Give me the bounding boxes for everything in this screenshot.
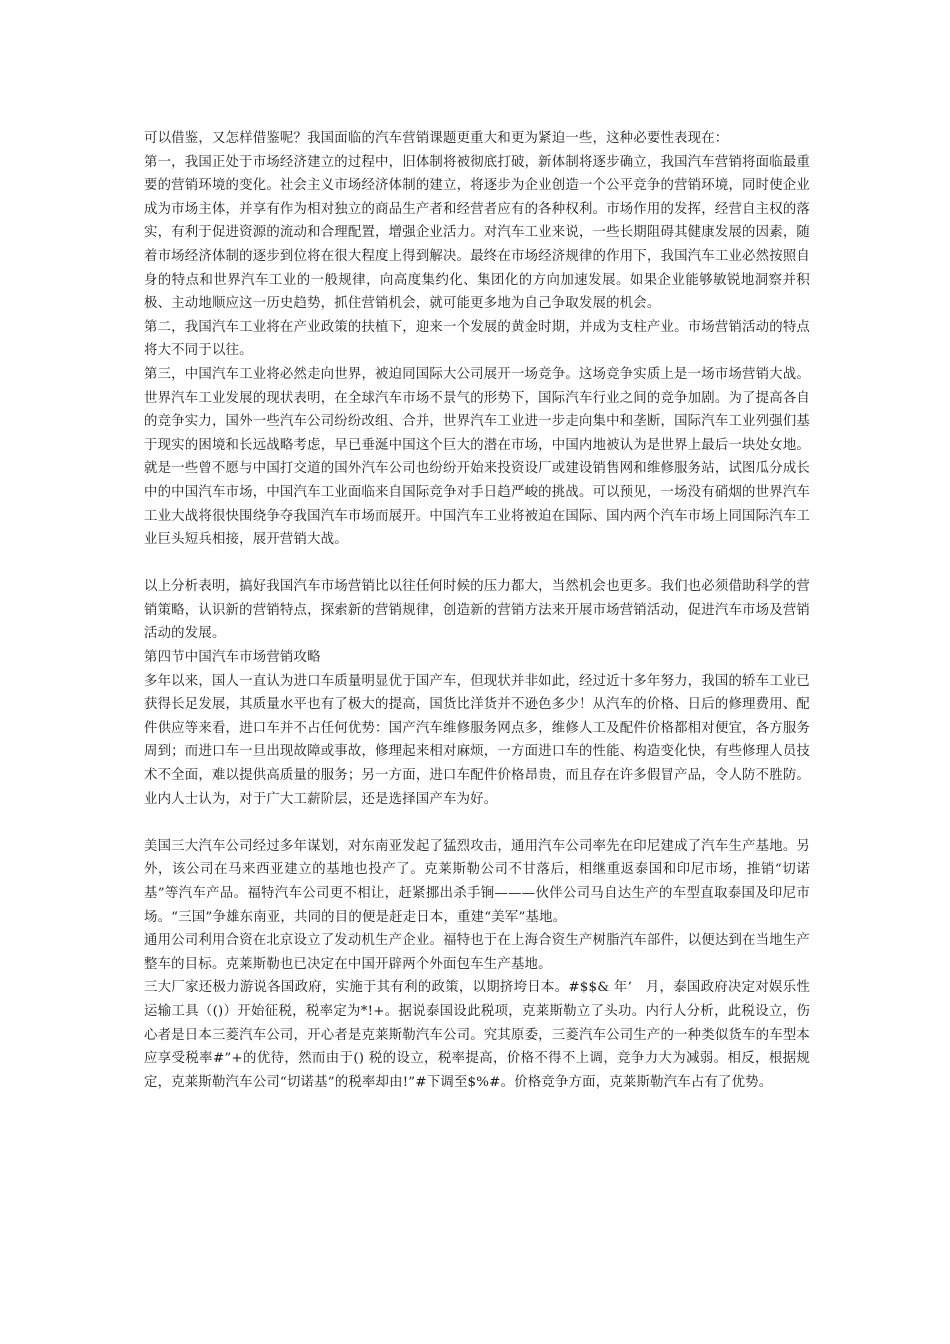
paragraph-first-point: 第一，我国正处于市场经济建立的过程中，旧体制将被彻底打破，新体制将逐步确立，我国汽车营销将面临最重要的营销环境的变化。社会主义市场经济体制的建立，将逐步为企业创造一个公平竞争的营销环境，同时使企业成为市场主体，并享有作为相对独立的商品生产者和经营者应有的各种权利。市场作用的发挥，经营自主权的落实，有利于促进资源的流动和合理配置，增强企业活力。对汽车工业来说，一些长期阻碍其健康发展的因素，随着市场经济体制的逐步到位将在很大程度上得到解决。最终在市场经济规律的作用下，我国汽车工业必然按照自身的特点和世界汽车工业的一般规律，向高度集约化、集团化的方向加速发展。如果企业能够敏锐地洞察并积极、主动地顺应这一历史趋势，抓住营销机会，就可能更多地为自己争取发展的机会。 — [144, 154, 810, 312]
paragraph-gm-joint-venture: 通用公司利用合资在北京设立了发动机生产企业。福特也于在上海合资生产树脂汽车部件，以便达到在当地生产整车的目标。克莱斯勒也已决定在中国开辟两个外面包车生产基地。 — [144, 933, 810, 972]
paragraph-third-point: 第三，中国汽车工业将必然走向世界，被迫同国际大公司展开一场竞争。这场竞争实质上是一场市场营销大战。 — [144, 366, 810, 382]
paragraph-world-industry: 世界汽车工业发展的现状表明，在全球汽车市场不景气的形势下，国际汽车行业之间的竞争加剧。为了提高各自的竞争实力，国外一些汽车公司纷纷改组、合并，世界汽车工业进一步走向集中和垄断，国际汽车工业列强们基于现实的困境和长远战略考虑，早已垂涎中国这个巨大的潜在市场，中国内地被认为是世界上最后一块处女地。就是一些曾不愿与中国打交道的国外汽车公司也纷纷开始来投资设厂或建设销售网和维修服务站，试图瓜分成长中的中国汽车市场，中国汽车工业面临来自国际竞争对手日趋严峻的挑战。可以预见，一场没有硝烟的世界汽车工业大战将很快围绕争夺我国汽车市场而展开。中国汽车工业将被迫在国际、国内两个汽车市场上同国际汽车工业巨头短兵相接，展开营销大战。 — [144, 390, 810, 548]
paragraph-spacer — [144, 552, 810, 576]
paragraph-analysis-summary: 以上分析表明，搞好我国汽车市场营销比以往任何时候的压力都大，当然机会也更多。我们也必须借助科学的营销策略，认识新的营销特点，探索新的营销规律，创造新的营销方法来开展市场营销活动，促进汽车市场及营销活动的发展。 — [144, 579, 810, 642]
paragraph-intro: 可以借鉴，又怎样借鉴呢？我国面临的汽车营销课题更重大和更为紧迫一些，这种必要性表现在： — [144, 131, 729, 146]
paragraph-us-big-three: 美国三大汽车公司经过多年谋划，对东南亚发起了猛烈攻击，通用汽车公司率先在印尼建成了汽车生产基地。另外，该公司在马来西亚建立的基地也投产了。克莱斯勒公司不甘落后，相继重返泰国和印尼市场，推销“切诺基”等汽车产品。福特汽车公司更不相让，赶紧挪出杀手锏———伙伴公司马自达生产的车型直取泰国及印尼市场。“三国”争雄东南亚，共同的目的便是赶走日本，重建“美军”基地。 — [144, 838, 810, 925]
section-heading: 第四节中国汽车市场营销攻略 — [144, 650, 321, 666]
paragraph-domestic-vs-import: 多年以来，国人一直认为进口车质量明显优于国产车，但现状并非如此，经过近十多年努力，我国的轿车工业已获得长足发展，其质量水平也有了极大的提高，国货比洋货并不逊色多少！从汽车的价格、日后的修理费用、配件供应等来看，进口车并不占任何优势：国产汽车维修服务网点多，维修人工及配件价格都相对便宜，各方服务周到；而进口车一旦出现故障或事故，修理起来相对麻烦，一方面进口车的性能、构造变化快，有些修理人员技术不全面，难以提供高质量的服务；另一方面，进口车配件价格昂贵，而且存在许多假冒产品，令人防不胜防。业内人士认为，对于广大工薪阶层，还是选择国产车为好。 — [144, 673, 810, 807]
paragraph-lobbying: 三大厂家还极力游说各国政府，实施于其有利的政策，以期挤垮日本。#$$& 年’ 月，泰国政府决定对娱乐性运输工具（()）开始征税，税率定为*!+。据说泰国设此税项，克莱斯勒立了头功。内行人分析，此税设立，伤心者是日本三菱汽车公司，开心者是克莱斯勒汽车公司。究其原委，三菱汽车公司生产的一种类似货车的车型本应享受税率#”+的优待，然而由于() 税的设立，税率提高，价格不得不上调，竞争力大为减弱。相反，根据规定，克莱斯勒汽车公司“切诺基”的税率却由!”#下调至$%#。价格竞争方面，克莱斯勒汽车占有了优势。 — [144, 980, 810, 1090]
paragraph-spacer — [144, 811, 810, 835]
document-page — [144, 127, 810, 1094]
paragraph-second-point: 第二，我国汽车工业将在产业政策的扶植下，迎来一个发展的黄金时期，并成为支柱产业。市场营销活动的特点将大不同于以往。 — [144, 319, 810, 359]
